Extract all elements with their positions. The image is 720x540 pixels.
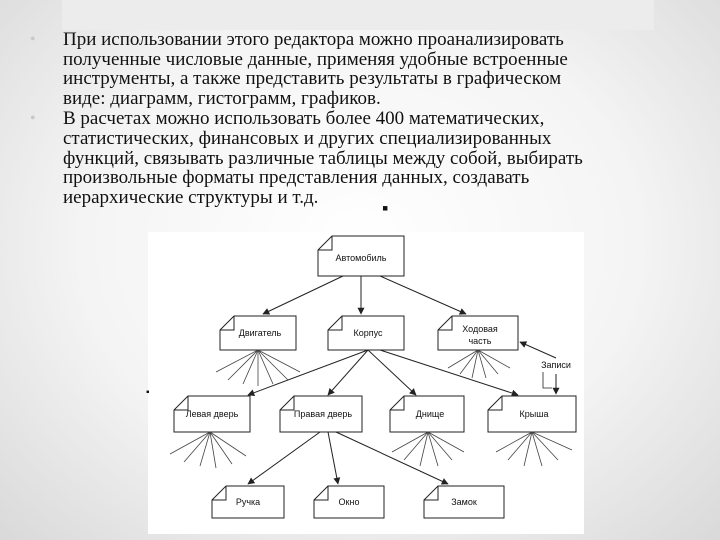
edge-records-chassis	[520, 342, 556, 358]
node-body	[328, 316, 404, 350]
leftdoor-fan-lines	[170, 432, 246, 468]
edge-rightdoor-lock	[336, 432, 448, 484]
stray-mark: ▪	[382, 198, 389, 218]
node-floor-label: Днище	[415, 409, 445, 419]
edge-root-engine	[263, 276, 343, 314]
bullet-line: инструменты, а также представить результаты в графическом	[63, 68, 562, 90]
bullet-line: произвольные форматы представления данных, создавать	[63, 167, 530, 189]
node-engine	[220, 316, 296, 350]
hierarchy-diagram	[148, 232, 584, 534]
node-rightdoor-label: Правая дверь	[293, 409, 353, 419]
node-window-label: Окно	[338, 497, 360, 507]
node-lock-label: Замок	[451, 497, 477, 507]
node-root-label: Автомобиль	[335, 253, 387, 263]
node-rightdoor	[280, 396, 362, 432]
bullet-list	[30, 30, 690, 208]
node-window	[314, 486, 384, 518]
edge-body-roof	[380, 350, 518, 395]
bullet-line: В расчетах можно использовать более 400 математических,	[63, 108, 545, 130]
bullet-line: виде: диаграмм, гистограмм, графиков.	[63, 87, 381, 109]
node-body-label: Корпус	[353, 328, 383, 338]
node-lock	[424, 486, 504, 518]
floor-fan-lines	[392, 432, 464, 466]
edge-rightdoor-handle	[248, 432, 320, 484]
bullet-line: полученные числовые данные, применяя удобные встроенные	[63, 48, 568, 70]
bullet-item-2	[30, 109, 690, 207]
bullet-marker: •	[30, 110, 36, 128]
bullet-line: иерархические структуры и т.д.	[63, 186, 319, 208]
edge-rightdoor-window	[328, 432, 338, 484]
node-floor	[390, 396, 464, 432]
node-chassis	[438, 316, 518, 350]
stray-mark-2: ▪	[146, 387, 150, 398]
edge-label-records: Записи	[541, 360, 571, 370]
roof-fan-lines	[496, 432, 572, 466]
edge-body-leftdoor	[248, 350, 368, 395]
node-roof	[488, 396, 576, 432]
bullet-line: При использовании этого редактора можно проанализировать	[63, 29, 564, 50]
node-leftdoor-label: Левая дверь	[185, 409, 239, 419]
slide-top-band	[62, 0, 654, 30]
node-engine-label: Двигатель	[238, 328, 282, 338]
edge-body-floor	[368, 350, 416, 395]
node-chassis-label: Ходовая часть	[462, 324, 498, 346]
node-leftdoor	[174, 396, 250, 432]
bullet-marker: •	[30, 31, 36, 48]
bullet-item-1	[30, 30, 690, 108]
node-handle	[212, 486, 284, 518]
edge-root-chassis	[380, 276, 466, 314]
bullet-line: статистических, финансовых и других специализированных	[63, 127, 552, 149]
bullet-line: функций, связывать различные таблицы между собой, выбирать	[63, 147, 583, 169]
node-roof-label: Крыша	[519, 409, 549, 419]
node-handle-label: Ручка	[235, 497, 261, 507]
node-root	[318, 236, 404, 276]
edge-body-rightdoor	[328, 350, 368, 395]
chassis-fan-lines	[448, 350, 510, 378]
hierarchy-diagram-svg	[148, 232, 584, 534]
